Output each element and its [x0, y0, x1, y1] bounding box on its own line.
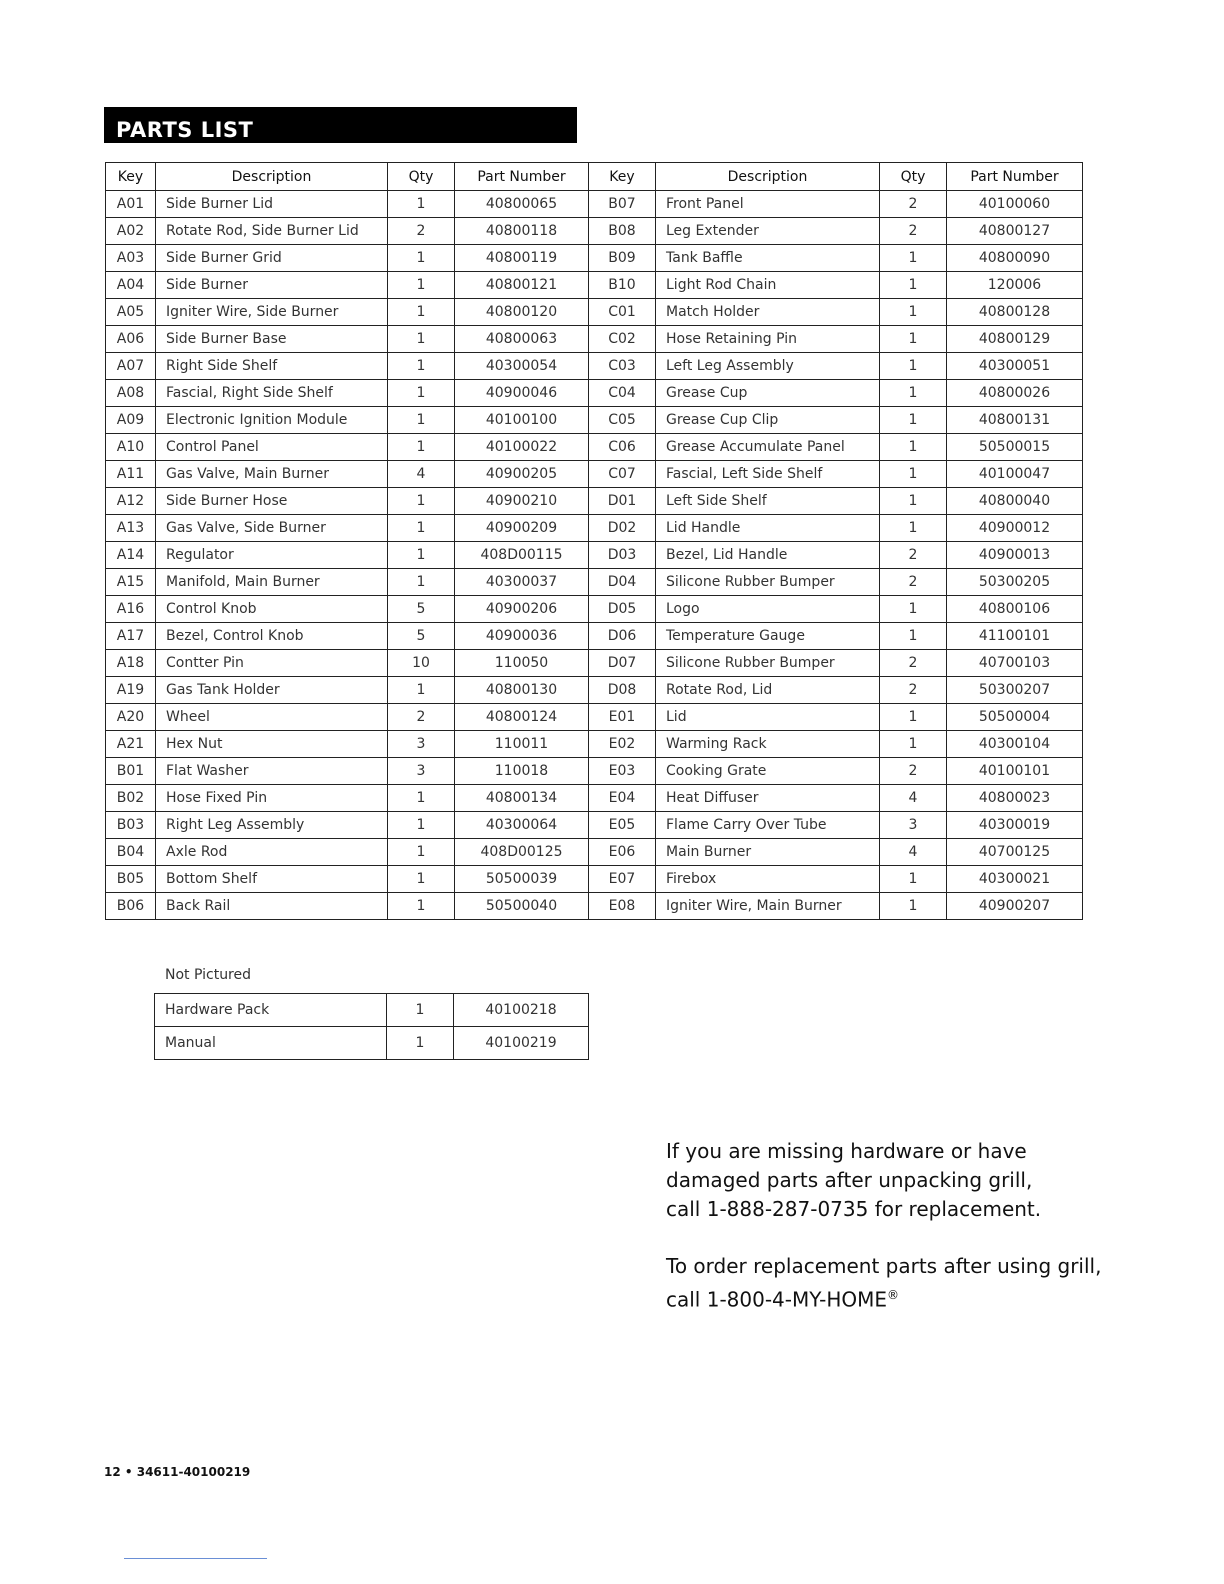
part-description: Lid — [656, 704, 880, 731]
part-key: A11 — [106, 461, 156, 488]
missing-parts-notice — [666, 1137, 1106, 1224]
part-number: 40900012 — [947, 515, 1083, 542]
table-row — [106, 866, 1083, 893]
part-number: 40800129 — [947, 326, 1083, 353]
part-qty: 1 — [880, 353, 947, 380]
part-description: Grease Cup Clip — [656, 407, 880, 434]
not-pictured-table — [154, 993, 589, 1060]
part-number: 40800090 — [947, 245, 1083, 272]
part-description: Gas Valve, Main Burner — [156, 461, 388, 488]
header-part-number: Part Number — [455, 163, 589, 191]
part-description: Right Leg Assembly — [156, 812, 388, 839]
part-number: 110050 — [455, 650, 589, 677]
part-key: A04 — [106, 272, 156, 299]
part-number: 40900013 — [947, 542, 1083, 569]
part-qty: 1 — [880, 731, 947, 758]
part-number: 40800026 — [947, 380, 1083, 407]
table-row — [106, 515, 1083, 542]
parts-table-header-row — [106, 163, 1083, 191]
part-key: D08 — [589, 677, 656, 704]
part-key: D06 — [589, 623, 656, 650]
part-qty: 1 — [880, 272, 947, 299]
part-qty: 1 — [388, 299, 455, 326]
part-qty: 2 — [880, 569, 947, 596]
parts-table — [105, 162, 1083, 920]
part-number: 40800120 — [455, 299, 589, 326]
header-description: Description — [156, 163, 388, 191]
part-key: A10 — [106, 434, 156, 461]
part-qty: 3 — [388, 758, 455, 785]
part-number: 40900036 — [455, 623, 589, 650]
part-qty: 1 — [388, 893, 455, 920]
part-qty: 1 — [388, 515, 455, 542]
part-description: Right Side Shelf — [156, 353, 388, 380]
table-row — [106, 353, 1083, 380]
part-description: Bezel, Lid Handle — [656, 542, 880, 569]
part-key: D03 — [589, 542, 656, 569]
part-key: A16 — [106, 596, 156, 623]
part-qty: 4 — [388, 461, 455, 488]
part-key: A18 — [106, 650, 156, 677]
part-key: A21 — [106, 731, 156, 758]
part-qty: 1 — [388, 191, 455, 218]
part-qty: 2 — [880, 191, 947, 218]
part-key: B09 — [589, 245, 656, 272]
part-description: Side Burner Hose — [156, 488, 388, 515]
part-key: D02 — [589, 515, 656, 542]
part-qty: 3 — [880, 812, 947, 839]
part-number: 40300021 — [947, 866, 1083, 893]
table-row — [106, 488, 1083, 515]
header-key: Key — [589, 163, 656, 191]
part-description: Side Burner Lid — [156, 191, 388, 218]
part-description: Grease Accumulate Panel — [656, 434, 880, 461]
part-qty: 1 — [880, 704, 947, 731]
footer-rule — [124, 1558, 267, 1559]
part-key: B07 — [589, 191, 656, 218]
part-qty: 1 — [388, 407, 455, 434]
part-number: 41100101 — [947, 623, 1083, 650]
part-description: Side Burner Base — [156, 326, 388, 353]
part-key: E08 — [589, 893, 656, 920]
header-qty: Qty — [880, 163, 947, 191]
part-qty: 5 — [388, 623, 455, 650]
part-number: 40300104 — [947, 731, 1083, 758]
part-qty: 2 — [880, 218, 947, 245]
header-qty: Qty — [388, 163, 455, 191]
table-row — [106, 731, 1083, 758]
part-description: Hex Nut — [156, 731, 388, 758]
part-qty: 2 — [880, 758, 947, 785]
part-key: C07 — [589, 461, 656, 488]
table-row — [106, 218, 1083, 245]
part-number: 50500004 — [947, 704, 1083, 731]
registered-mark: ® — [887, 1288, 899, 1302]
part-description: Igniter Wire, Main Burner — [656, 893, 880, 920]
part-description: Warming Rack — [656, 731, 880, 758]
table-row — [106, 704, 1083, 731]
part-qty: 1 — [388, 272, 455, 299]
part-number: 110011 — [455, 731, 589, 758]
part-qty: 1 — [388, 569, 455, 596]
part-qty: 1 — [880, 866, 947, 893]
item-description: Manual — [155, 1027, 387, 1060]
parts-list-banner — [104, 107, 577, 143]
part-description: Flat Washer — [156, 758, 388, 785]
table-row — [106, 326, 1083, 353]
part-key: D01 — [589, 488, 656, 515]
part-key: A05 — [106, 299, 156, 326]
part-number: 40100022 — [455, 434, 589, 461]
part-key: D05 — [589, 596, 656, 623]
part-qty: 2 — [388, 218, 455, 245]
part-key: B02 — [106, 785, 156, 812]
part-qty: 1 — [388, 380, 455, 407]
part-key: E07 — [589, 866, 656, 893]
part-description: Rotate Rod, Lid — [656, 677, 880, 704]
part-key: A19 — [106, 677, 156, 704]
part-qty: 1 — [388, 434, 455, 461]
part-key: E06 — [589, 839, 656, 866]
part-description: Hose Retaining Pin — [656, 326, 880, 353]
part-number: 40700103 — [947, 650, 1083, 677]
part-qty: 2 — [880, 677, 947, 704]
part-qty: 2 — [880, 542, 947, 569]
table-row — [106, 191, 1083, 218]
part-number: 40900209 — [455, 515, 589, 542]
part-qty: 1 — [388, 353, 455, 380]
part-description: Gas Tank Holder — [156, 677, 388, 704]
part-key: A01 — [106, 191, 156, 218]
part-qty: 2 — [388, 704, 455, 731]
header-key: Key — [106, 163, 156, 191]
part-key: A15 — [106, 569, 156, 596]
part-number: 50300205 — [947, 569, 1083, 596]
part-qty: 2 — [880, 650, 947, 677]
part-qty: 1 — [880, 515, 947, 542]
part-description: Left Leg Assembly — [656, 353, 880, 380]
part-qty: 1 — [388, 785, 455, 812]
part-number: 40100100 — [455, 407, 589, 434]
part-qty: 1 — [388, 488, 455, 515]
part-number: 40800023 — [947, 785, 1083, 812]
part-key: E05 — [589, 812, 656, 839]
part-number: 40800118 — [455, 218, 589, 245]
part-key: E02 — [589, 731, 656, 758]
table-row — [106, 542, 1083, 569]
part-description: Gas Valve, Side Burner — [156, 515, 388, 542]
part-number: 40800128 — [947, 299, 1083, 326]
table-row — [106, 434, 1083, 461]
part-number: 40900046 — [455, 380, 589, 407]
table-row — [106, 839, 1083, 866]
item-qty: 1 — [387, 994, 454, 1027]
not-pictured-label: Not Pictured — [165, 967, 252, 983]
part-key: C02 — [589, 326, 656, 353]
part-key: B03 — [106, 812, 156, 839]
part-description: Contter Pin — [156, 650, 388, 677]
part-key: B10 — [589, 272, 656, 299]
part-key: B01 — [106, 758, 156, 785]
part-number: 40300019 — [947, 812, 1083, 839]
part-qty: 4 — [880, 785, 947, 812]
part-number: 40800127 — [947, 218, 1083, 245]
part-qty: 5 — [388, 596, 455, 623]
part-description: Grease Cup — [656, 380, 880, 407]
part-key: A03 — [106, 245, 156, 272]
part-number: 40100047 — [947, 461, 1083, 488]
part-key: C03 — [589, 353, 656, 380]
parts-table-body — [106, 191, 1083, 920]
part-number: 40800106 — [947, 596, 1083, 623]
part-description: Silicone Rubber Bumper — [656, 569, 880, 596]
part-number: 40800121 — [455, 272, 589, 299]
part-number: 110018 — [455, 758, 589, 785]
part-description: Igniter Wire, Side Burner — [156, 299, 388, 326]
part-key: A08 — [106, 380, 156, 407]
part-number: 120006 — [947, 272, 1083, 299]
part-description: Cooking Grate — [656, 758, 880, 785]
part-description: Bottom Shelf — [156, 866, 388, 893]
part-key: D07 — [589, 650, 656, 677]
part-description: Match Holder — [656, 299, 880, 326]
part-qty: 1 — [880, 596, 947, 623]
part-description: Lid Handle — [656, 515, 880, 542]
part-number: 408D00125 — [455, 839, 589, 866]
table-row — [106, 407, 1083, 434]
part-key: A14 — [106, 542, 156, 569]
page-footer: 12 • 34611-40100219 — [104, 1465, 251, 1479]
part-description: Regulator — [156, 542, 388, 569]
part-qty: 1 — [388, 326, 455, 353]
part-qty: 3 — [388, 731, 455, 758]
item-description: Hardware Pack — [155, 994, 387, 1027]
part-key: E01 — [589, 704, 656, 731]
part-key: A09 — [106, 407, 156, 434]
replacement-order-notice — [666, 1252, 1106, 1315]
part-number: 40700125 — [947, 839, 1083, 866]
notice-line — [666, 1281, 1106, 1315]
part-number: 50500015 — [947, 434, 1083, 461]
table-row — [106, 272, 1083, 299]
item-part-number: 40100219 — [454, 1027, 589, 1060]
part-key: A20 — [106, 704, 156, 731]
part-qty: 4 — [880, 839, 947, 866]
part-description: Manifold, Main Burner — [156, 569, 388, 596]
part-description: Flame Carry Over Tube — [656, 812, 880, 839]
notice-line: damaged parts after unpacking grill, — [666, 1168, 1033, 1192]
notice-line: To order replacement parts after using grill, — [666, 1254, 1102, 1278]
part-description: Bezel, Control Knob — [156, 623, 388, 650]
notice-line: call 1-888-287-0735 for replacement. — [666, 1197, 1042, 1221]
table-row — [106, 299, 1083, 326]
table-row — [106, 677, 1083, 704]
part-description: Axle Rod — [156, 839, 388, 866]
table-row — [106, 812, 1083, 839]
part-description: Hose Fixed Pin — [156, 785, 388, 812]
part-number: 40800124 — [455, 704, 589, 731]
part-description: Side Burner — [156, 272, 388, 299]
part-key: A13 — [106, 515, 156, 542]
part-key: E04 — [589, 785, 656, 812]
part-description: Electronic Ignition Module — [156, 407, 388, 434]
part-key: C06 — [589, 434, 656, 461]
part-description: Leg Extender — [656, 218, 880, 245]
part-key: A12 — [106, 488, 156, 515]
part-description: Rotate Rod, Side Burner Lid — [156, 218, 388, 245]
header-part-number: Part Number — [947, 163, 1083, 191]
part-description: Light Rod Chain — [656, 272, 880, 299]
part-description: Front Panel — [656, 191, 880, 218]
part-qty: 1 — [388, 677, 455, 704]
part-key: A06 — [106, 326, 156, 353]
part-qty: 1 — [880, 623, 947, 650]
part-qty: 1 — [880, 245, 947, 272]
part-number: 40800134 — [455, 785, 589, 812]
part-number: 40900207 — [947, 893, 1083, 920]
notice-line: If you are missing hardware or have — [666, 1139, 1027, 1163]
part-number: 40900206 — [455, 596, 589, 623]
part-qty: 1 — [880, 893, 947, 920]
part-key: A07 — [106, 353, 156, 380]
part-key: B06 — [106, 893, 156, 920]
part-description: Tank Baffle — [656, 245, 880, 272]
part-description: Heat Diffuser — [656, 785, 880, 812]
part-qty: 1 — [880, 380, 947, 407]
table-row — [106, 245, 1083, 272]
part-description: Fascial, Right Side Shelf — [156, 380, 388, 407]
part-number: 40900205 — [455, 461, 589, 488]
part-key: A17 — [106, 623, 156, 650]
part-qty: 1 — [880, 299, 947, 326]
item-part-number: 40100218 — [454, 994, 589, 1027]
table-row — [155, 1027, 589, 1060]
part-number: 40800119 — [455, 245, 589, 272]
part-qty: 1 — [388, 245, 455, 272]
part-number: 40300037 — [455, 569, 589, 596]
part-number: 50500040 — [455, 893, 589, 920]
table-row — [106, 623, 1083, 650]
part-number: 40800131 — [947, 407, 1083, 434]
part-description: Wheel — [156, 704, 388, 731]
table-row — [106, 785, 1083, 812]
part-number: 40800065 — [455, 191, 589, 218]
part-number: 40100101 — [947, 758, 1083, 785]
part-description: Control Panel — [156, 434, 388, 461]
table-row — [106, 650, 1083, 677]
part-number: 40800040 — [947, 488, 1083, 515]
part-key: B05 — [106, 866, 156, 893]
part-key: E03 — [589, 758, 656, 785]
part-key: C04 — [589, 380, 656, 407]
part-number: 50500039 — [455, 866, 589, 893]
part-qty: 1 — [388, 839, 455, 866]
table-row — [106, 569, 1083, 596]
part-number: 40300064 — [455, 812, 589, 839]
table-row — [106, 380, 1083, 407]
part-description: Back Rail — [156, 893, 388, 920]
part-qty: 1 — [388, 866, 455, 893]
part-description: Temperature Gauge — [656, 623, 880, 650]
part-qty: 10 — [388, 650, 455, 677]
page-title: PARTS LIST — [116, 118, 254, 142]
table-row — [106, 596, 1083, 623]
part-key: C05 — [589, 407, 656, 434]
table-row — [106, 758, 1083, 785]
part-qty: 1 — [880, 461, 947, 488]
order-phone-text: call 1-800-4-MY-HOME — [666, 1287, 887, 1312]
part-number: 40800063 — [455, 326, 589, 353]
part-description: Firebox — [656, 866, 880, 893]
part-key: A02 — [106, 218, 156, 245]
part-qty: 1 — [880, 326, 947, 353]
header-description: Description — [656, 163, 880, 191]
part-number: 40800130 — [455, 677, 589, 704]
part-number: 40100060 — [947, 191, 1083, 218]
part-description: Fascial, Left Side Shelf — [656, 461, 880, 488]
table-row — [106, 893, 1083, 920]
part-key: B08 — [589, 218, 656, 245]
part-number: 40300054 — [455, 353, 589, 380]
part-number: 408D00115 — [455, 542, 589, 569]
table-row — [106, 461, 1083, 488]
part-key: C01 — [589, 299, 656, 326]
part-description: Logo — [656, 596, 880, 623]
table-row — [155, 994, 589, 1027]
part-qty: 1 — [388, 542, 455, 569]
part-qty: 1 — [880, 434, 947, 461]
part-description: Main Burner — [656, 839, 880, 866]
part-key: D04 — [589, 569, 656, 596]
item-qty: 1 — [387, 1027, 454, 1060]
part-qty: 1 — [880, 407, 947, 434]
part-description: Side Burner Grid — [156, 245, 388, 272]
part-qty: 1 — [388, 812, 455, 839]
part-number: 40900210 — [455, 488, 589, 515]
part-key: B04 — [106, 839, 156, 866]
part-number: 40300051 — [947, 353, 1083, 380]
part-description: Left Side Shelf — [656, 488, 880, 515]
part-description: Control Knob — [156, 596, 388, 623]
part-qty: 1 — [880, 488, 947, 515]
part-number: 50300207 — [947, 677, 1083, 704]
part-description: Silicone Rubber Bumper — [656, 650, 880, 677]
